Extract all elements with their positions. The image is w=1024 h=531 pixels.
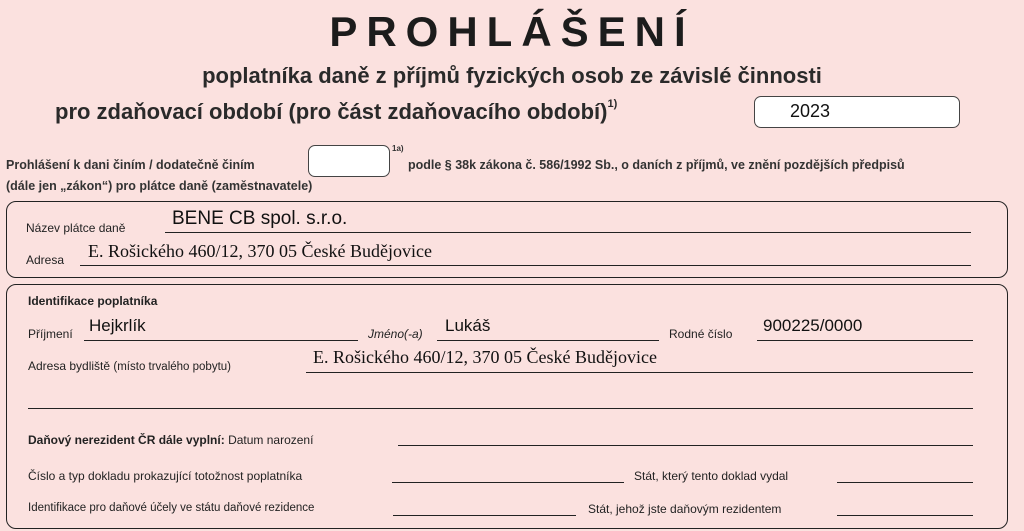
form-subtitle-line2-text: pro zdaňovací období (pro část zdaňovacího období) [55,99,608,124]
birth-date-label: Datum narození [228,433,314,447]
residence-label-note: (místo trvalého pobytu) [113,361,231,373]
birth-number-value: 900225/0000 [763,316,863,335]
payer-address-value: E. Rošického 460/12, 370 05 České Budějovice [88,241,432,261]
payer-section [6,201,1008,278]
residence-line[interactable] [306,372,973,373]
tax-period-field[interactable] [754,96,960,128]
surname-value: Hejkrlík [89,316,146,335]
declaration-type-field[interactable] [308,145,390,177]
declaration-text-suffix: podle § 38k zákona č. 586/1992 Sb., o daních z příjmů, ve znění pozdějších předpisů [408,158,905,172]
taxpayer-section-title: Identifikace poplatníka [28,294,158,308]
firstname-line[interactable] [437,340,659,341]
tax-id-line[interactable] [393,515,576,516]
form-title: PROHLÁŠENÍ [329,8,695,55]
payer-address-line[interactable] [80,265,971,266]
residence-state-line[interactable] [837,515,973,516]
id-document-line[interactable] [392,482,624,483]
tax-period-value: 2023 [790,101,831,121]
payer-name-line[interactable] [165,232,971,233]
form-subtitle-line1: poplatníka daně z příjmů fyzických osob ze závislé činnosti [202,63,822,88]
id-document-label: Číslo a typ dokladu prokazující totožnost poplatníka [28,469,303,483]
residence-label-text: Adresa bydliště [28,359,111,373]
declaration-text-prefix: Prohlášení k dani činím / dodatečně činím [6,158,255,172]
surname-line[interactable] [84,340,358,341]
payer-address-label: Adresa [26,253,65,267]
tax-id-label: Identifikace pro daňové účely ve státu daňové rezidence [28,502,315,514]
surname-label: Příjmení [28,327,73,341]
footnote-ref: 1) [607,97,618,110]
nonresident-title: Daňový nerezident ČR dále vyplní: [28,433,225,447]
residence-line-2[interactable] [28,408,973,409]
id-document-state-label: Stát, který tento doklad vydal [634,469,789,483]
declaration-footnote-ref: 1a) [392,144,404,153]
payer-name-label: Název plátce daně [26,221,126,235]
form-subtitle-line2 [55,99,617,125]
residence-value: E. Rošického 460/12, 370 05 České Budějovice [313,347,657,367]
payer-name-value: BENE CB spol. s.r.o. [172,208,348,229]
birth-date-line[interactable] [398,445,973,446]
firstname-value: Lukáš [445,316,491,335]
nonresident-row [28,433,313,447]
firstname-label: Jméno(-a) [368,327,423,341]
declaration-text-line2: (dále jen „zákon“) pro plátce daně (zaměstnavatele) [6,179,313,193]
residence-label [28,359,231,373]
residence-state-label: Stát, jehož jste daňovým rezidentem [588,502,782,516]
birth-number-label: Rodné číslo [669,327,733,341]
birth-number-line[interactable] [757,340,973,341]
id-document-state-line[interactable] [837,482,973,483]
